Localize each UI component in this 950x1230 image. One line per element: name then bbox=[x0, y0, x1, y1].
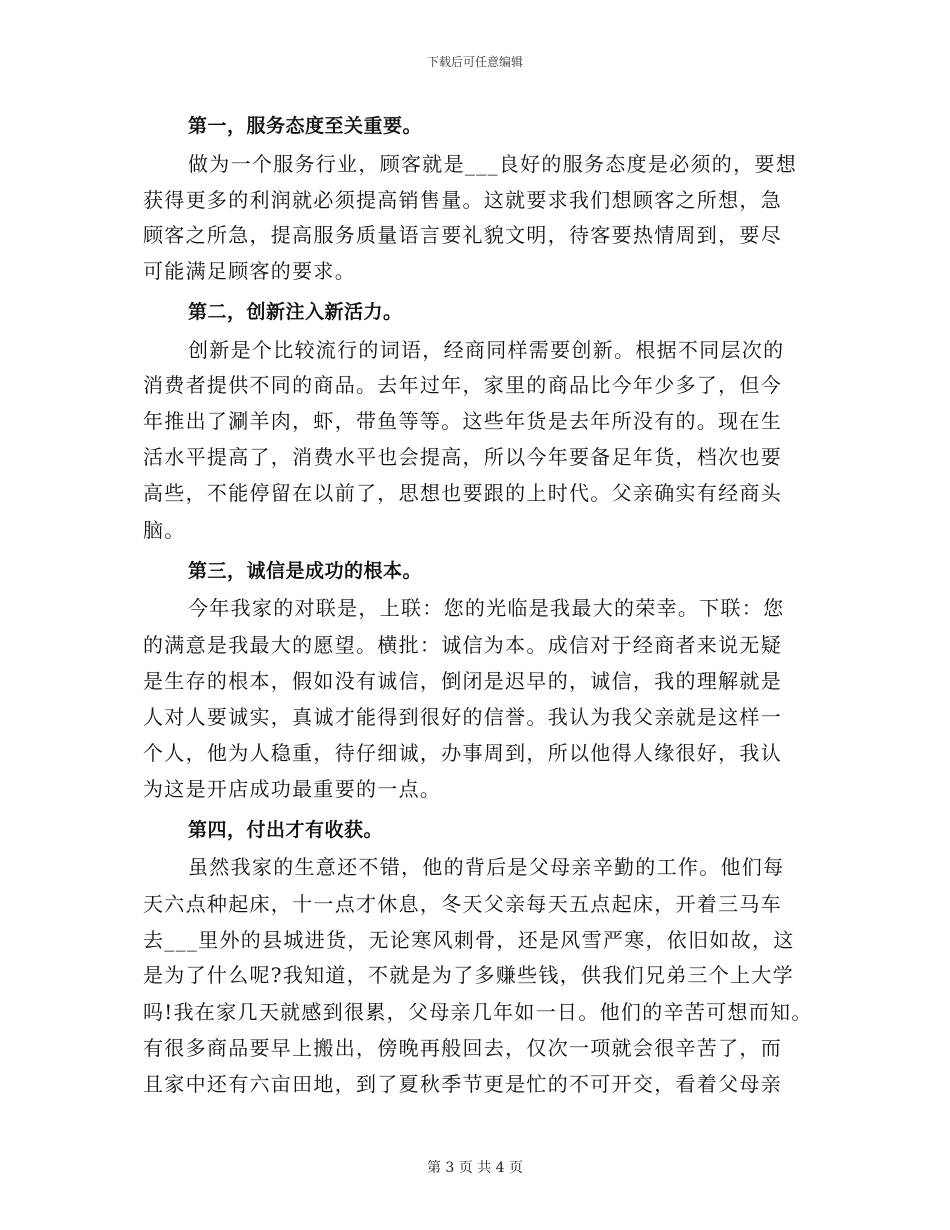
paragraph-line: 吗!我在家几天就感到很累，父母亲几年如一日。他们的辛苦可想而知。 bbox=[143, 1000, 813, 1024]
paragraph-line: 虽然我家的生意还不错，他的背后是父母亲辛勤的工作。他们每 bbox=[188, 855, 785, 879]
paragraph-line: 有很多商品要早上搬出，傍晚再般回去，仅次一项就会很辛苦了，而 bbox=[143, 1036, 782, 1060]
paragraph-line: 是为了什么呢?我知道，不就是为了多赚些钱，供我们兄弟三个上大学 bbox=[143, 963, 795, 987]
paragraph-line: 获得更多的利润就必须提高销售量。这就要求我们想顾客之所想，急 bbox=[143, 188, 782, 212]
paragraph-line: 顾客之所急，提高服务质量语言要礼貌文明，待客要热情周到，要尽 bbox=[143, 223, 782, 247]
paragraph-line: 个人，他为人稳重，待仔细诚，办事周到，所以他得人缘很好，我认 bbox=[143, 741, 782, 765]
page-header: 下载后可任意编辑 bbox=[426, 55, 523, 69]
paragraph-line: 去___里外的县城进货，无论寒风刺骨，还是风雪严寒，依旧如故，这 bbox=[143, 928, 795, 952]
paragraph-line: 可能满足顾客的要求。 bbox=[143, 259, 356, 283]
section-heading-4: 第四，付出才有收获。 bbox=[188, 819, 384, 841]
paragraph-line: 创新是个比较流行的词语，经商同样需要创新。根据不同层次的 bbox=[188, 338, 785, 362]
paragraph-line: 年推出了涮羊肉，虾，带鱼等等。这些年货是去年所没有的。现在生 bbox=[143, 409, 782, 433]
paragraph-line: 活水平提高了，消费水平也会提高，所以今年要备足年货，档次也要 bbox=[143, 445, 782, 469]
paragraph-line: 天六点种起床，十一点才休息，冬天父亲每天五点起床，开着三马车 bbox=[143, 892, 782, 916]
section-heading-2: 第二，创新注入新活力。 bbox=[188, 301, 403, 323]
paragraph-line: 为这是开店成功最重要的一点。 bbox=[143, 777, 442, 801]
section-heading-1: 第一，服务态度至关重要。 bbox=[188, 115, 423, 137]
paragraph-line: 今年我家的对联是，上联：您的光临是我最大的荣幸。下联：您 bbox=[188, 596, 785, 620]
paragraph-line: 是生存的根本，假如没有诚信，倒闭是迟早的，诚信，我的理解就是 bbox=[143, 669, 782, 693]
paragraph-line: 做为一个服务行业，顾客就是___良好的服务态度是必须的，要想 bbox=[188, 152, 797, 176]
paragraph-line: 高些，不能停留在以前了，思想也要跟的上时代。父亲确实有经商头 bbox=[143, 481, 782, 505]
page-number: 第 3 页 共 4 页 bbox=[426, 1160, 524, 1176]
paragraph-line: 人对人要诚实，真诚才能得到很好的信誉。我认为我父亲就是这样一 bbox=[143, 705, 782, 729]
paragraph-line: 的满意是我最大的愿望。横批：诚信为本。成信对于经商者来说无疑 bbox=[143, 633, 782, 657]
section-heading-3: 第三，诚信是成功的根本。 bbox=[188, 560, 423, 582]
paragraph-line: 消费者提供不同的商品。去年过年，家里的商品比今年少多了，但今 bbox=[143, 373, 782, 397]
paragraph-line: 脑。 bbox=[143, 518, 186, 542]
paragraph-line: 且家中还有六亩田地，到了夏秋季节更是忙的不可开交，看着父母亲 bbox=[143, 1072, 782, 1096]
